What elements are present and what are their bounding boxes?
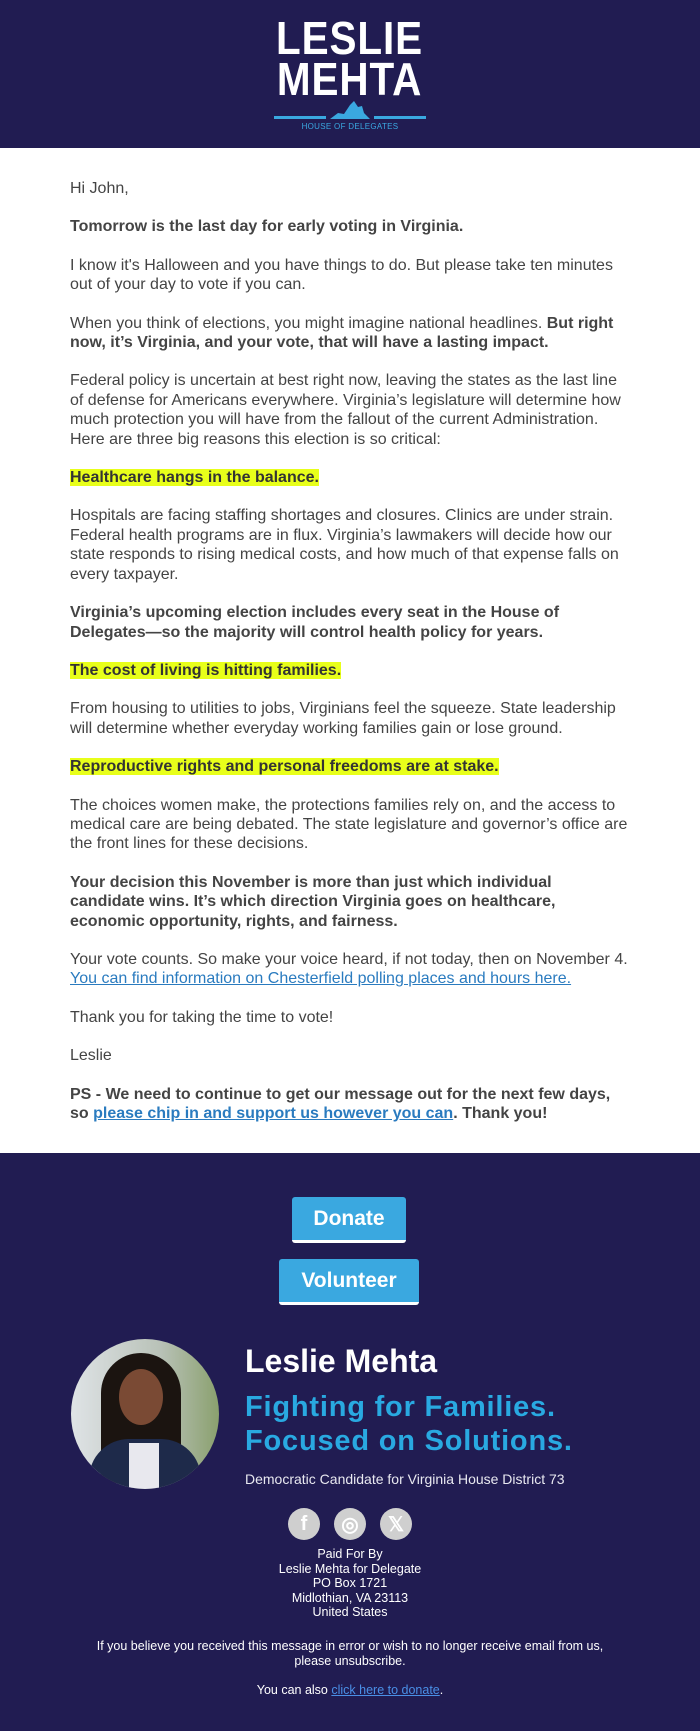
ps-text: PS - We need to continue to get our message out for the next few days, so [70, 1085, 611, 1122]
ps-text-end: . Thank you! [453, 1105, 548, 1122]
donate-note-end: . [439, 1683, 444, 1698]
paragraph: Thank you for taking the time to vote! [70, 1008, 334, 1026]
paragraph: I know it's Halloween and you have things to do. But please take ten minutes out of your day to vote if you can. [70, 256, 613, 294]
paragraph-bold: Your decision this November is more than just which individual candidate wins. It’s which direction Virginia goes on healthcare, economic opportunity, rights, and fairness. [70, 873, 556, 930]
paid-line: Midlothian, VA 23113 [291, 1590, 409, 1605]
logo-subtitle: HOUSE OF DELEGATES [301, 121, 399, 131]
volunteer-button[interactable]: Volunteer [279, 1259, 419, 1305]
paragraph: From housing to utilities to jobs, Virginians feel the squeeze. State leadership will determine whether everyday working families gain or lose ground. [70, 700, 616, 737]
email-body [0, 148, 700, 1153]
candidate-photo [71, 1339, 219, 1489]
paragraph: When you think of elections, you might imagine national headlines. [70, 314, 547, 332]
donate-button[interactable]: Donate [292, 1197, 406, 1243]
candidate-name: Leslie Mehta [245, 1343, 438, 1380]
chip-in-link[interactable]: please chip in and support us however you can [93, 1105, 454, 1122]
paragraph: Federal policy is uncertain at best right now, leaving the states as the last line of defense for Americans everywhere. Virginia’s legislature will determine how much protection you will have from the fallout of the current Administration. Here are three big reasons this election is so critical: [70, 372, 621, 448]
donate-note-text: You can also [256, 1683, 332, 1698]
paragraph-bold: But right now, it’s Virginia, and your vote, that will have a lasting impact. [70, 314, 614, 352]
donate-note [0, 1683, 700, 1697]
paid-line: PO Box 1721 [312, 1576, 388, 1591]
paid-for-by [0, 1547, 700, 1620]
candidate-description: Democratic Candidate for Virginia House District 73 [245, 1471, 565, 1488]
logo-line-2: MEHTA [277, 52, 423, 105]
footer-donate-link[interactable]: click here to donate [331, 1683, 440, 1698]
paid-line: Leslie Mehta for Delegate [278, 1561, 422, 1576]
tagline-line-2: Focused on Solutions. [245, 1425, 573, 1458]
paid-line: United States [312, 1605, 388, 1620]
highlight-heading-cost-of-living: The cost of living is hitting families. [70, 661, 342, 679]
headline: Tomorrow is the last day for early voting in Virginia. [70, 218, 464, 236]
highlight-heading-rights: Reproductive rights and personal freedoms are at stake. [70, 758, 499, 776]
paragraph: Your vote counts. So make your voice heard, if not today, then on November 4. [70, 950, 628, 968]
logo-line-1: LESLIE [276, 11, 424, 64]
signoff: Leslie [70, 1047, 112, 1065]
unsubscribe-text: If you believe you received this message in error or wish to no longer receive email from us, please unsubscribe. [96, 1639, 604, 1669]
paragraph: The choices women make, the protections families rely on, and the access to medical care are being debated. The state legislature and governor’s office are the front lines for these decisions. [70, 796, 628, 853]
tagline-line-1: Fighting for Families. [245, 1391, 556, 1424]
paragraph: Hospitals are facing staffing shortages and closures. Clinics are under strain. Federal health programs are in flux. Virginia’s lawmakers will decide how our state responds to rising medical costs, and how much of that expense falls on every taxpayer. [70, 507, 619, 583]
paragraph-bold: Virginia’s upcoming election includes every seat in the House of Delegates—so the majority will control health policy for years. [70, 604, 560, 641]
highlight-heading-healthcare: Healthcare hangs in the balance. [70, 469, 319, 487]
greeting: Hi John, [70, 180, 129, 197]
campaign-logo [272, 11, 428, 131]
x-icon[interactable]: 𝕏 [380, 1508, 412, 1540]
tagline [245, 1390, 573, 1458]
facebook-icon[interactable]: f [288, 1508, 320, 1540]
polling-places-link[interactable]: You can find information on Chesterfield polling places and hours here. [70, 970, 572, 988]
email-header [0, 0, 700, 148]
instagram-icon[interactable]: ◎ [334, 1508, 366, 1540]
email-footer [0, 1153, 700, 1731]
paid-line: Paid For By [317, 1547, 383, 1562]
social-links [0, 1508, 700, 1540]
